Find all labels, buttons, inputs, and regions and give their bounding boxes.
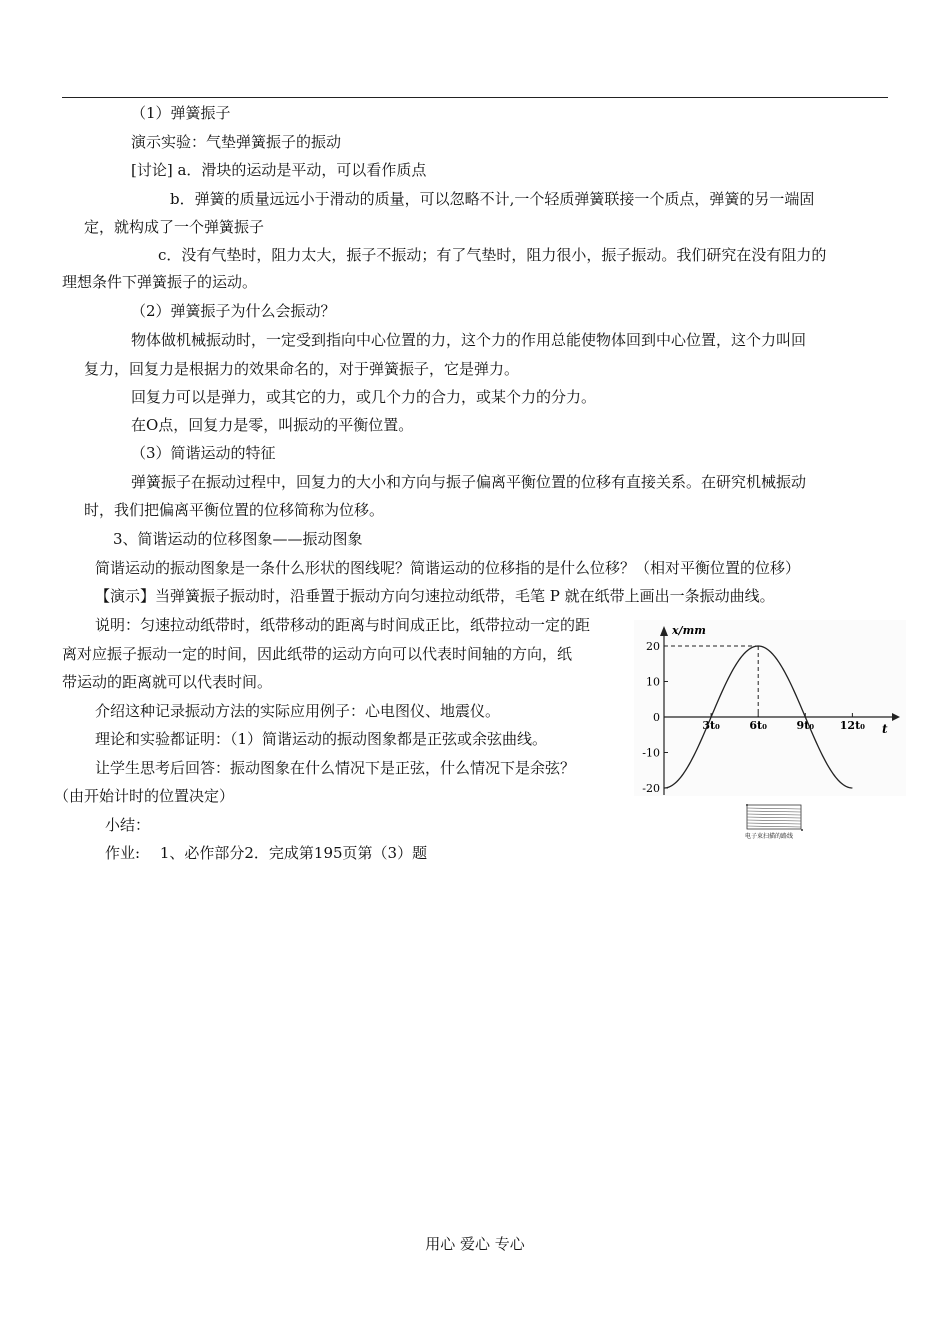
text-line: 说明：匀速拉动纸带时，纸带移动的距离与时间成正比，纸带拉动一定的距 — [95, 616, 591, 634]
text-line: 弹簧振子在振动过程中，回复力的大小和方向与振子偏离平衡位置的位移有直接关系。在研究机械振动 — [131, 473, 807, 491]
x-tick-label: 12t₀ — [839, 719, 866, 732]
text-line: 理论和实验都证明：（1）简谐运动的振动图象都是正弦或余弦曲线。 — [95, 730, 548, 748]
vibration-graph — [634, 620, 906, 796]
header-rule — [62, 97, 888, 98]
heading-displacement-graph: 3、简谐运动的位移图象——振动图象 — [113, 530, 363, 548]
text-line: 回复力可以是弹力，或其它的力，或几个力的合力，或某个力的分力。 — [131, 388, 597, 406]
text-line: 带运动的距离就可以代表时间。 — [62, 673, 273, 691]
x-axis-label: t — [882, 721, 888, 736]
scan-lines-image — [745, 803, 805, 833]
text-line: 【演示】当弹簧振子振动时，沿垂置于振动方向匀速拉动纸带，毛笔 P 就在纸带上画出一条振动曲线。 — [95, 587, 775, 605]
text-line: （由开始计时的位置决定） — [54, 787, 235, 805]
page-footer: 用心 爱心 专心 — [425, 1235, 525, 1253]
y-tick-label: 20 — [646, 640, 660, 653]
heading-spring-oscillator: （1）弹簧振子 — [131, 104, 231, 122]
text-line: [讨论] a．滑块的运动是平动，可以看作质点 — [131, 161, 427, 179]
text-line: 物体做机械振动时，一定受到指向中心位置的力，这个力的作用总能使物体回到中心位置，这个力叫回 — [131, 331, 807, 349]
summary-label: 小结： — [105, 816, 151, 834]
text-line: b．弹簧的质量远远小于滑动的质量，可以忽略不计,一个轻质弹簧联接一个质点，弹簧的另一端固 — [170, 190, 815, 208]
text-line: 定，就构成了一个弹簧振子 — [84, 218, 265, 236]
text-line: 离对应振子振动一定的时间，因此纸带的运动方向可以代表时间轴的方向，纸 — [62, 645, 573, 663]
scan-figure — [745, 803, 805, 839]
y-tick-label: -20 — [642, 782, 660, 795]
text-line: 介绍这种记录振动方法的实际应用例子：心电图仪、地震仪。 — [95, 702, 501, 720]
text-line: 演示实验：气垫弹簧振子的振动 — [131, 133, 342, 151]
homework-line: 作业: 1、必作部分2．完成第195页第（3）题 — [105, 844, 428, 862]
y-tick-label: -10 — [642, 746, 660, 760]
x-tick-label: 9t₀ — [796, 719, 815, 732]
scan-figure-caption: 电子束扫描的路线 — [745, 833, 794, 840]
x-tick-label: 3t₀ — [702, 719, 720, 732]
heading-shm-features: （3）简谐运动的特征 — [131, 444, 276, 462]
text-line: 在O点，回复力是零，叫振动的平衡位置。 — [131, 416, 414, 434]
text-line: 理想条件下弹簧振子的运动。 — [62, 273, 258, 291]
y-tick-label: 0 — [653, 711, 660, 724]
text-line: 复力，回复力是根据力的效果命名的，对于弹簧振子，它是弹力。 — [84, 360, 520, 378]
text-line: 时，我们把偏离平衡位置的位移简称为位移。 — [84, 501, 385, 519]
text-line: 简谐运动的振动图象是一条什么形状的图线呢？简谐运动的位移指的是什么位移？（相对平衡位置的位移） — [95, 559, 801, 577]
heading-why-vibrate: （2）弹簧振子为什么会振动？ — [131, 302, 336, 320]
y-axis-label: x/mm — [672, 624, 706, 637]
y-tick-label: 10 — [646, 675, 660, 689]
text-line: 让学生思考后回答：振动图象在什么情况下是正弦，什么情况下是余弦？ — [95, 759, 576, 777]
text-line: c．没有气垫时，阻力太大，振子不振动；有了气垫时，阻力很小，振子振动。我们研究在没有阻力的 — [158, 246, 827, 264]
x-tick-label: 6t₀ — [749, 719, 767, 732]
